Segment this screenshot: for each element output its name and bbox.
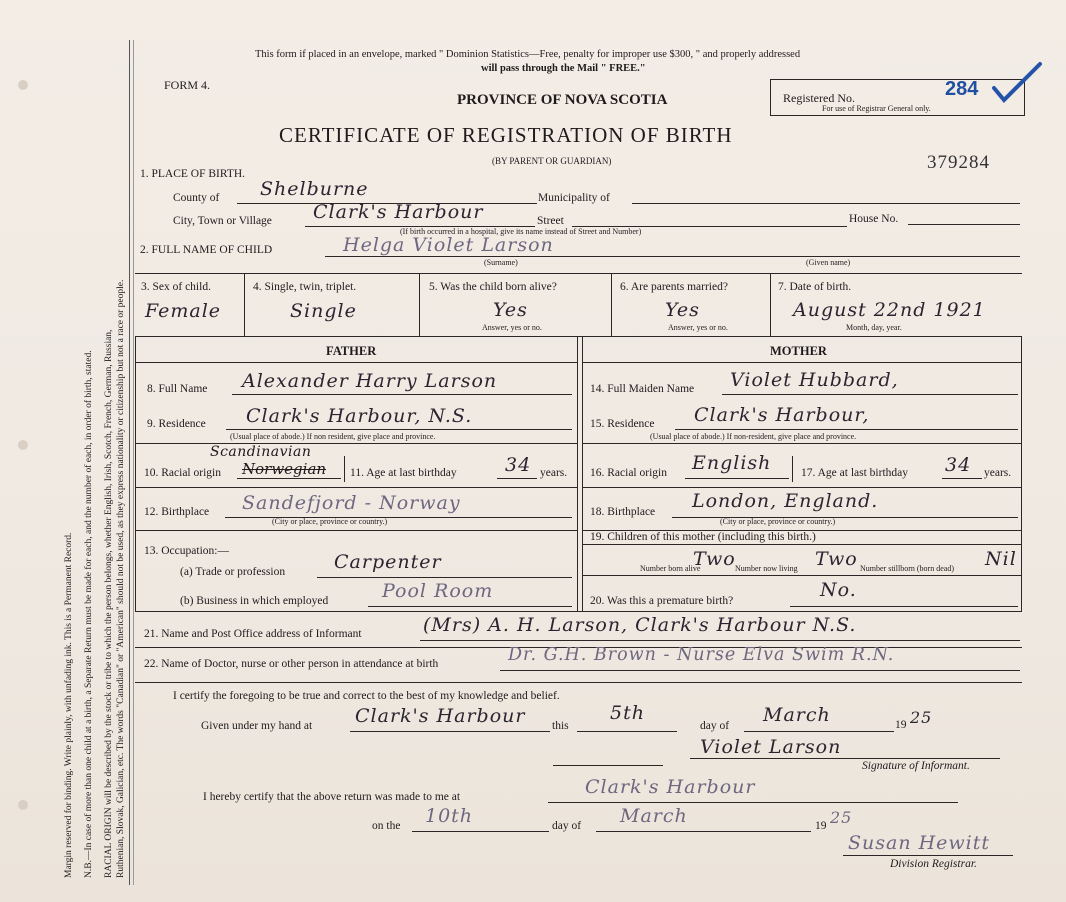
mail-notice: This form if placed in an envelope, marked " Dominion Statistics—Free, penalty for improper use $300, " and properly addressed (255, 49, 801, 60)
mother-birthplace-value: London, England. (692, 490, 879, 512)
day-of-label: day of (700, 720, 730, 732)
check-mark-icon (990, 58, 1050, 123)
given-under-label: Given under my hand at (201, 720, 313, 732)
business-value: Pool Room (382, 580, 494, 602)
city-value: Clark's Harbour (313, 201, 484, 223)
form-number: FORM 4. (164, 78, 211, 92)
single-value: Single (290, 300, 357, 322)
surname-note: (Surname) (484, 258, 518, 267)
date-of-birth-note: Month, day, year. (846, 323, 902, 332)
side-note-binding: Margin reserved for binding. Write plainly, with unfading ink. This is a Permanent Record. (64, 532, 74, 878)
division-registrar-label: Division Registrar. (890, 858, 977, 870)
binding-hole (18, 800, 28, 810)
parents-married-value: Yes (665, 299, 700, 321)
born-alive-note: Answer, yes or no. (482, 323, 542, 332)
parents-married-note: Answer, yes or no. (668, 323, 728, 332)
sex-value: Female (145, 300, 222, 322)
father-residence-value: Clark's Harbour, N.S. (246, 405, 473, 427)
informant-value: (Mrs) A. H. Larson, Clark's Harbour N.S. (423, 614, 857, 636)
given-place-value: Clark's Harbour (355, 705, 526, 727)
this-label: this (552, 720, 569, 732)
trade-label: (a) Trade or profession (180, 566, 286, 578)
mother-heading: MOTHER (770, 344, 827, 358)
father-birthplace-label: 12. Birthplace (144, 506, 210, 518)
stillborn-value: Nil (985, 548, 1017, 570)
margin-line (129, 40, 130, 885)
registrar-month-value: March (620, 805, 688, 827)
city-label: City, Town or Village (173, 215, 272, 227)
side-note-multiple-births: N.B.—In case of more than one child at a birth, a Separate Return must be made for each, and the number of each, in order of birth, stated. (84, 350, 94, 878)
father-name-value: Alexander Harry Larson (242, 370, 498, 392)
street-label: Street (537, 215, 564, 227)
mother-racial-origin-label: 16. Racial origin (590, 467, 667, 479)
registered-label: Registered No. (783, 91, 855, 105)
municipality-label: Municipality of (538, 192, 610, 204)
single-label: 4. Single, twin, triplet. (253, 281, 357, 293)
county-label: County of (173, 192, 220, 204)
trade-value: Carpenter (334, 551, 442, 573)
mother-residence-note: (Usual place of abode.) If non-resident, give place and province. (650, 432, 857, 441)
now-living-label: Number now living (735, 564, 798, 573)
given-month-value: March (763, 704, 831, 726)
informant-signature: Violet Larson (700, 736, 842, 758)
business-label: (b) Business in which employed (180, 595, 329, 607)
date-of-birth-value: August 22nd 1921 (793, 299, 986, 321)
registrar-statement: I hereby certify that the above return was made to me at (203, 791, 461, 803)
parents-married-label: 6. Are parents married? (620, 281, 728, 293)
registrar-year-prefix: 19 (815, 820, 827, 832)
registrar-day-of-label: day of (552, 820, 582, 832)
house-number-label: House No. (849, 213, 899, 225)
province-heading: PROVINCE OF NOVA SCOTIA (457, 92, 668, 108)
father-age-label: 11. Age at last birthday (350, 467, 457, 479)
mother-age-value: 34 (945, 454, 972, 476)
sex-label: 3. Sex of child. (141, 281, 211, 293)
mother-birthplace-note: (City or place, province or country.) (720, 517, 836, 526)
hospital-note: (If birth occurred in a hospital, give its name instead of Street and Number) (400, 227, 642, 236)
father-birthplace-note: (City or place, province or country.) (272, 517, 388, 526)
attendant-label: 22. Name of Doctor, nurse or other person in attendance at birth (144, 658, 439, 670)
county-value: Shelburne (260, 178, 369, 200)
premature-label: 20. Was this a premature birth? (590, 595, 734, 607)
registered-note: For use of Registrar General only. (822, 104, 931, 113)
mother-age-label: 17. Age at last birthday (801, 467, 908, 479)
father-racial-origin-value: Scandinavian (210, 444, 312, 460)
side-note-racial-origin: RACIAL ORIGIN will be described by the stock or tribe to which the person belongs, whether English, Irish, Scotch, French, German, Russian, (104, 329, 114, 878)
registrar-signature: Susan Hewitt (848, 832, 991, 854)
father-birthplace-value: Sandefjord - Norway (242, 492, 461, 514)
date-of-birth-label: 7. Date of birth. (778, 281, 852, 293)
mother-residence-value: Clark's Harbour, (694, 404, 870, 426)
born-alive-count-value: Two (693, 548, 736, 570)
given-year-prefix: 19 (895, 719, 907, 731)
margin-line (133, 40, 134, 885)
given-name-note: (Given name) (806, 258, 851, 267)
given-year-value: 25 (910, 708, 933, 727)
mail-notice-free: will pass through the Mail " FREE." (481, 63, 646, 74)
registrar-day-value: 10th (425, 805, 474, 827)
signature-label: Signature of Informant. (862, 760, 970, 772)
father-racial-origin-label: 10. Racial origin (144, 467, 221, 479)
binding-hole (18, 80, 28, 90)
father-age-value: 34 (505, 454, 532, 476)
side-note-racial-origin-cont: Ruthenian, Slovak, Galician, etc. The words "Canadian" or "American" should not be used, as they express nationality or citizenship but not a race or people. (116, 279, 126, 878)
registrar-year-value: 25 (830, 808, 853, 827)
certify-statement: I certify the foregoing to be true and correct to the best of my knowledge and belief. (173, 690, 560, 702)
mother-age-unit: years. (984, 467, 1012, 479)
certificate-title: CERTIFICATE OF REGISTRATION OF BIRTH (279, 123, 733, 147)
father-racial-origin-struck: Norwegian (242, 460, 327, 478)
mother-racial-origin-value: English (692, 452, 772, 474)
mother-children-label: 19. Children of this mother (including this birth.) (590, 531, 816, 543)
mother-birthplace-label: 18. Birthplace (590, 506, 656, 518)
occupation-label: 13. Occupation:— (144, 545, 229, 557)
informant-label: 21. Name and Post Office address of Informant (144, 628, 362, 640)
certificate-subtitle: (BY PARENT OR GUARDIAN) (492, 156, 612, 166)
born-alive-value: Yes (493, 299, 528, 321)
stillborn-label: Number stillborn (born dead) (860, 564, 954, 573)
father-age-unit: years. (540, 467, 568, 479)
premature-value: No. (820, 579, 857, 601)
father-heading: FATHER (326, 344, 377, 358)
attendant-value: Dr. G.H. Brown - Nurse Elva Swim R.N. (508, 645, 895, 665)
mother-name-value: Violet Hubbard, (730, 369, 899, 391)
binding-hole (18, 440, 28, 450)
mother-residence-label: 15. Residence (590, 418, 655, 430)
serial-number: 379284 (927, 152, 990, 173)
father-residence-note: (Usual place of abode.) If non resident, give place and province. (230, 432, 436, 441)
registrar-place-value: Clark's Harbour (585, 776, 756, 798)
mother-name-label: 14. Full Maiden Name (590, 383, 695, 395)
place-of-birth-heading: 1. PLACE OF BIRTH. (140, 168, 246, 180)
registered-number: 284 (945, 78, 979, 100)
child-name-value: Helga Violet Larson (343, 234, 554, 256)
father-name-label: 8. Full Name (147, 383, 208, 395)
born-alive-count-label: Number born alive (640, 564, 701, 573)
born-alive-label: 5. Was the child born alive? (429, 281, 557, 293)
father-residence-label: 9. Residence (147, 418, 206, 430)
on-the-label: on the (372, 820, 401, 832)
given-day-value: 5th (610, 702, 645, 724)
now-living-value: Two (815, 548, 858, 570)
child-name-label: 2. FULL NAME OF CHILD (140, 244, 273, 256)
